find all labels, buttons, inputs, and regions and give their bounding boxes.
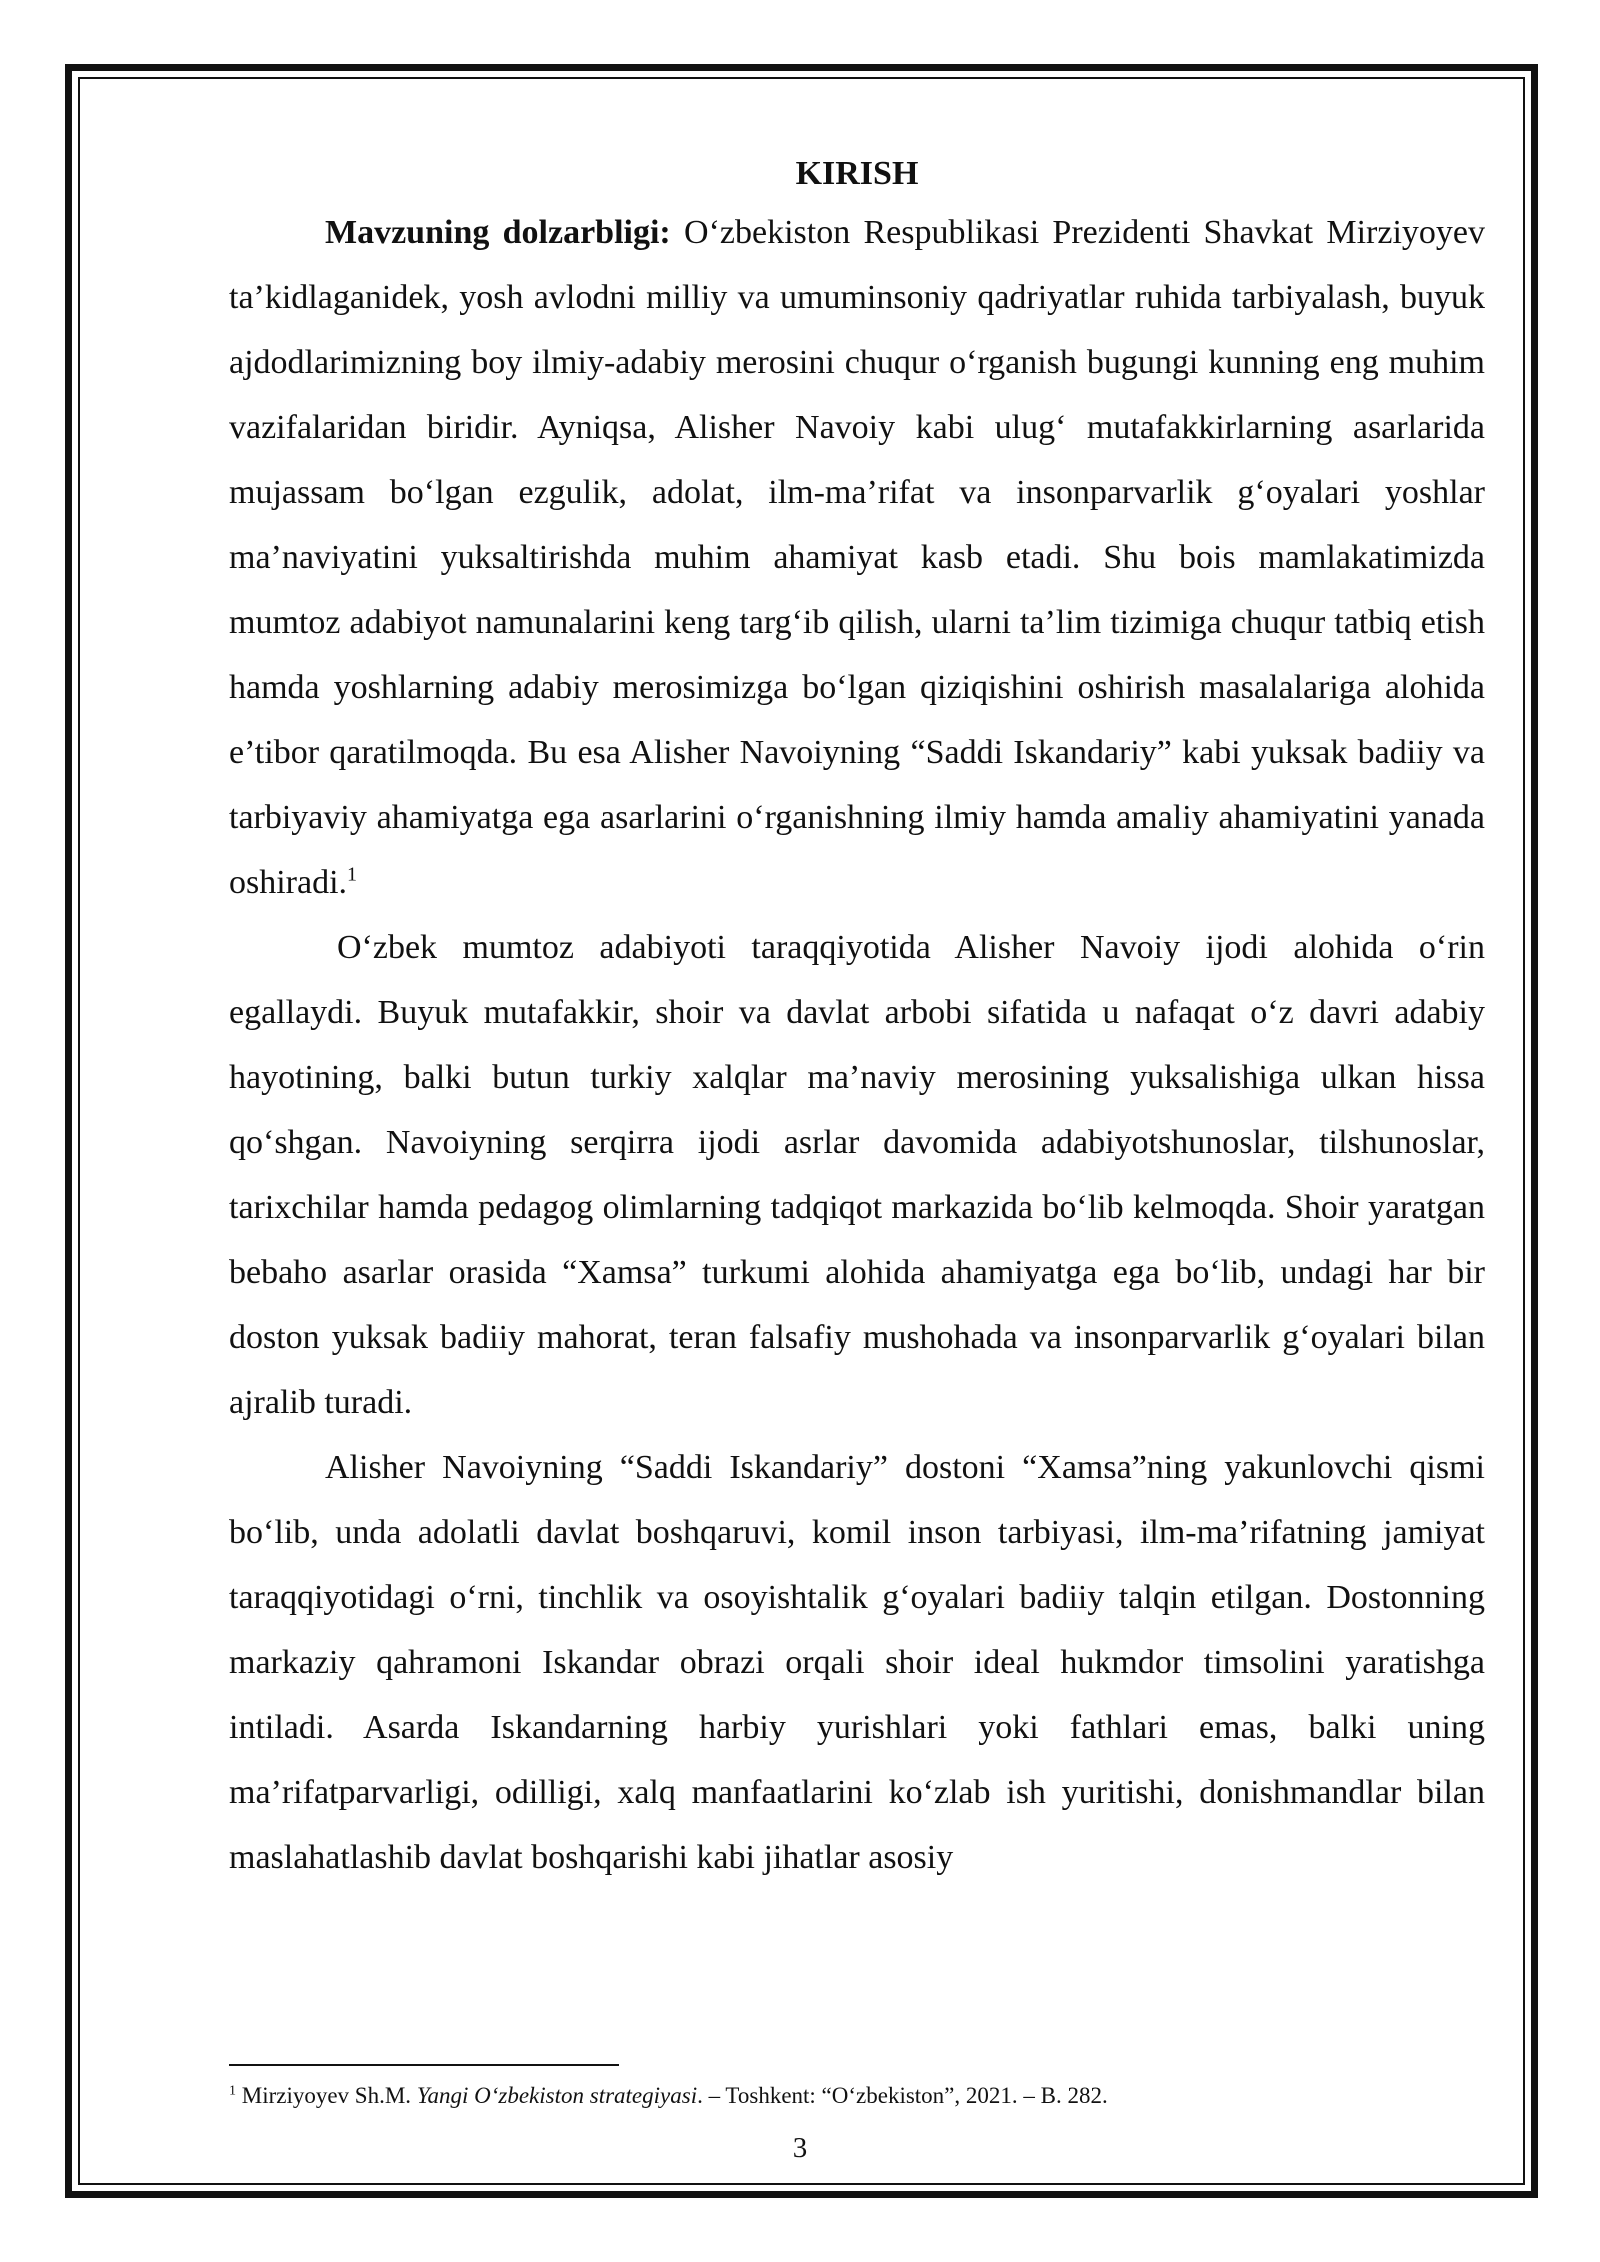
document-body	[229, 148, 1485, 1890]
footnote-separator	[229, 2064, 619, 2066]
paragraph-relevance	[229, 200, 1485, 915]
paragraph-text: O‘zbekiston Respublikasi Prezidenti Shavkat Mirziyoyev ta’kidlaganidek, yosh avlodni milliy va umuminsoniy qadriyatlar ruhida tarbiyalash, buyuk ajdodlarimizning boy ilmiy-adabiy merosini chuqur o‘rganish bugungi kunning eng muhim vazifalaridan biridir. Ayniqsa, Alisher Navoiy kabi ulug‘ mutafakkirlarning asarlarida mujassam bo‘lgan ezgulik, adolat, ilm-ma’rifat va insonparvarlik g‘oyalari yoshlar ma’naviyatini yuksaltirishda muhim ahamiyat kasb etadi. Shu bois mamlakatimizda mumtoz adabiyot namunalarini keng targ‘ib qilish, ularni ta’lim tizimiga chuqur tatbiq etish hamda yoshlarning adabiy merosimizga bo‘lgan qiziqishini oshirish masalalariga alohida e’tibor qaratilmoqda. Bu esa Alisher Navoiyning “Saddi Iskandariy” kabi yuksak badiiy va tarbiyaviy ahamiyatga ega asarlarini o‘rganishning ilmiy hamda amaliy ahamiyatini yanada oshiradi.	[229, 214, 1485, 901]
page-number: 3	[792, 2132, 808, 2164]
footnote-mark: 1	[229, 2083, 236, 2099]
footnote-title: Yangi O‘zbekiston strategiyasi	[416, 2083, 698, 2108]
footnote-reference[interactable]: 1	[347, 863, 358, 886]
paragraph-navoiy-legacy: O‘zbek mumtoz adabiyoti taraqqiyotida Alisher Navoiy ijodi alohida o‘rin egallaydi. Buyuk mutafakkir, shoir va davlat arbobi sifatida u nafaqat o‘z davri adabiy hayotining, balki butun turkiy xalqlar ma’naviy merosining yuksalishiga ulkan hissa qo‘shgan. Navoiyning serqirra ijodi asrlar davomida adabiyotshunoslar, tilshunoslar, tarixchilar hamda pedagog olimlarning tadqiqot markazida bo‘lib kelmoqda. Shoir yaratgan bebaho asarlar orasida “Xamsa” turkumi alohida ahamiyatga ega bo‘lib, undagi har bir doston yuksak badiiy mahorat, teran falsafiy mushohada va insonparvarlik g‘oyalari bilan ajralib turadi.	[229, 929, 1485, 1421]
footnote-suffix: . – Toshkent: “O‘zbekiston”, 2021. – B. 282.	[697, 2083, 1108, 2108]
footnote-prefix: Mirziyoyev Sh.M.	[236, 2083, 417, 2108]
section-title: KIRISH	[795, 155, 919, 192]
footnote	[229, 2080, 1485, 2112]
paragraph-saddi-iskandariy: Alisher Navoiyning “Saddi Iskandariy” dostoni “Xamsa”ning yakunlovchi qismi bo‘lib, unda adolatli davlat boshqaruvi, komil inson tarbiyasi, ilm-ma’rifatning jamiyat taraqqiyotidagi o‘rni, tinchlik va osoyishtalik g‘oyalari badiiy talqin etilgan. Dostonning markaziy qahramoni Iskandar obrazi orqali shoir ideal hukmdor timsolini yaratishga intiladi. Asarda Iskandarning harbiy yurishlari yoki fathlari emas, balki uning ma’rifatparvarligi, odilligi, xalq manfaatlarini ko‘zlab ish yuritishi, donishmandlar bilan maslahatlashib davlat boshqarishi kabi jihatlar asosiy	[229, 1449, 1485, 1876]
paragraph-lead: Mavzuning dolzarbligi:	[325, 214, 671, 251]
